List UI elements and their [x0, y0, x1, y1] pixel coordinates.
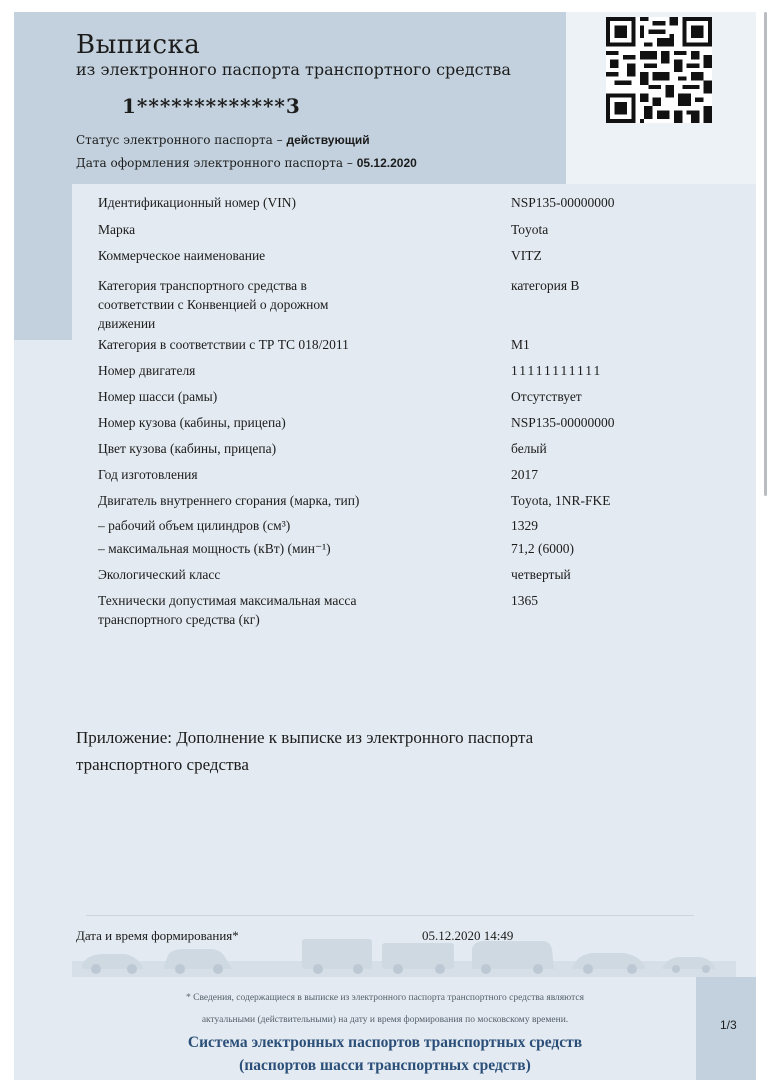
row-label: Цвет кузова (кабины, прицепа): [98, 441, 277, 456]
divider: [86, 915, 694, 916]
row-value: 11111111111: [511, 363, 603, 378]
appendix-heading: Приложение: Дополнение к выписке из электронного паспорта транспортного средства: [76, 728, 534, 774]
row-label: Номер шасси (рамы): [98, 389, 218, 404]
row-value: четвертый: [511, 567, 571, 582]
issue-date-value: 05.12.2020: [356, 156, 417, 170]
row-label: Идентификационный номер (VIN): [98, 195, 296, 210]
row-label: – рабочий объем цилиндров (см³): [98, 518, 291, 533]
row-value: 1365: [511, 593, 538, 608]
document-title: Выписка: [76, 30, 201, 60]
row-label: Технически допустимая максимальная масса транспортного средства (кг): [98, 593, 357, 627]
row-label: Двигатель внутреннего сгорания (марка, тип): [98, 493, 360, 508]
row-label: Номер кузова (кабины, прицепа): [98, 415, 286, 430]
status-line: [76, 133, 370, 147]
row-label: Марка: [98, 222, 136, 237]
issue-date-label: Дата оформления электронного паспорта –: [76, 156, 353, 170]
left-accent-band: [14, 12, 72, 340]
row-value: Отсутствует: [511, 389, 582, 404]
footnote-line-1: * Сведения, содержащиеся в выписке из электронного паспорта транспортного средства являются: [185, 993, 584, 1003]
row-value: NSP135-00000000: [511, 195, 615, 210]
row-value: 1329: [511, 518, 538, 533]
row-value: NSP135-00000000: [511, 415, 615, 430]
row-value: VITZ: [511, 248, 542, 263]
status-label: Статус электронного паспорта –: [76, 133, 283, 147]
issue-date-line: [76, 156, 417, 170]
scrollbar[interactable]: [764, 12, 767, 496]
row-label: Коммерческое наименование: [98, 248, 266, 263]
page-number: 1/3: [720, 1018, 737, 1032]
document-subtitle: из электронного паспорта транспортного средства: [76, 60, 511, 79]
row-label: Экологический класс: [98, 567, 221, 582]
row-label: Номер двигателя: [98, 363, 196, 378]
system-name-line-1: Система электронных паспортов транспортных средств: [187, 1034, 583, 1051]
row-label: – максимальная мощность (кВт) (мин⁻¹): [98, 541, 331, 556]
footnote-line-2: актуальными (действительными) на дату и время формирования по московскому времени.: [201, 1015, 569, 1025]
generation-time-label: Дата и время формирования*: [76, 928, 239, 943]
row-value: Toyota, 1NR-FKE: [511, 493, 611, 508]
row-label: Год изготовления: [98, 467, 198, 482]
status-value: действующий: [286, 133, 370, 147]
row-value: белый: [511, 441, 547, 456]
row-value: Toyota: [511, 222, 549, 237]
generation-time-value: 05.12.2020 14:49: [422, 928, 514, 943]
row-value: 71,2 (6000): [511, 541, 574, 556]
row-value: M1: [511, 337, 530, 352]
passport-number: 1*************3: [122, 94, 301, 118]
system-name-line-2: (паспортов шасси транспортных средств): [239, 1057, 531, 1074]
row-label: Категория транспортного средства в соответствии с Конвенцией о дорожном движении: [98, 278, 329, 331]
qr-code-icon: [606, 17, 712, 123]
row-label: Категория в соответствии с ТР ТС 018/2011: [98, 337, 349, 352]
row-value: 2017: [511, 467, 538, 482]
row-value: категория B: [511, 278, 580, 293]
